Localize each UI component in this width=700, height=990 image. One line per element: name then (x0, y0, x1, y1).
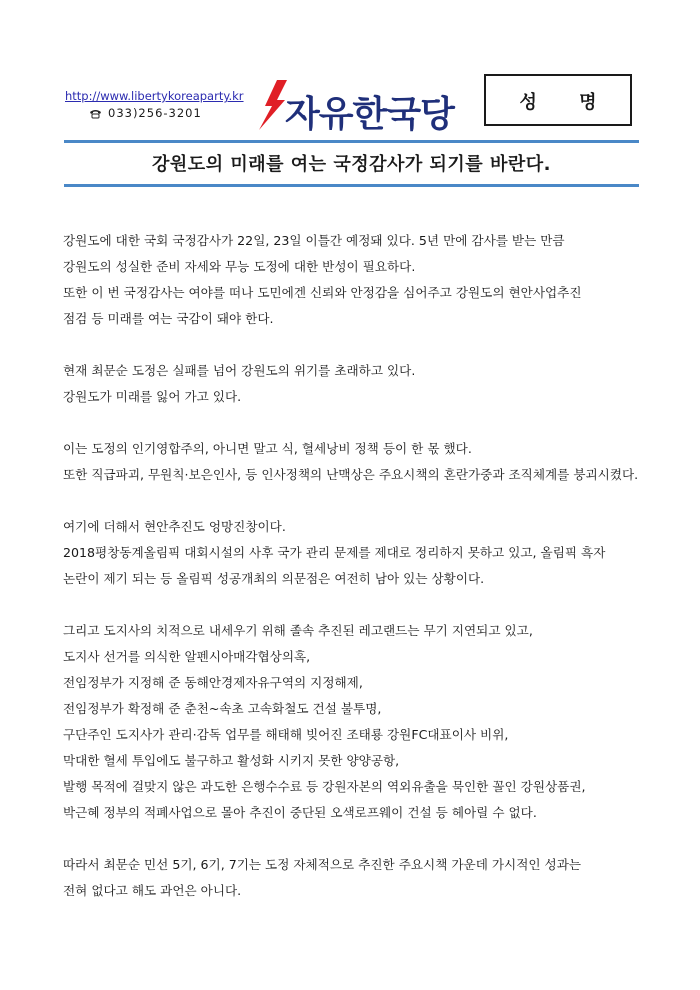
paragraph-gap (63, 410, 645, 436)
phone-number (65, 105, 244, 122)
text-line: 도지사 선거를 의식한 알펜시아매각협상의혹, (63, 649, 311, 664)
headline-top-rule (64, 140, 639, 143)
paragraph-gap (63, 592, 645, 618)
text-line: 논란이 제기 되는 등 올림픽 성공개최의 의문점은 여전히 남아 있는 상황이다. (63, 571, 485, 586)
paragraph (63, 228, 645, 332)
text-line: 발행 목적에 걸맞지 않은 과도한 은행수수료 등 강원자본의 역외유출을 묵인한 꼴인 강원상품권, (63, 779, 586, 794)
contact-info (65, 88, 244, 122)
paragraph-gap (63, 332, 645, 358)
paragraph (63, 436, 645, 488)
statement-body (63, 228, 645, 904)
text-line: 박근혜 정부의 적폐사업으로 몰아 추진이 중단된 오색로프웨이 건설 등 헤아릴 수 없다. (63, 805, 537, 820)
paragraph-gap (63, 488, 645, 514)
logo-text: 자유한국당 (285, 94, 454, 135)
text-line: 전임정부가 확정해 준 춘천~속초 고속화철도 건설 불투명, (63, 701, 382, 716)
text-line: 점검 등 미래를 여는 국감이 돼야 한다. (63, 311, 274, 326)
text-line: 전임정부가 지정해 준 동해안경제자유구역의 지정해제, (63, 675, 363, 690)
text-line: 그리고 도지사의 치적으로 내세우기 위해 졸속 추진된 레고랜드는 무기 지연되고 있고, (63, 623, 533, 638)
paragraph (63, 618, 645, 826)
text-line: 이는 도정의 인기영합주의, 아니면 말고 식, 혈세낭비 정책 등이 한 몫 했다. (63, 441, 472, 456)
paragraph (63, 514, 645, 592)
telephone-icon (89, 109, 102, 119)
text-line: 강원도가 미래를 잃어 가고 있다. (63, 389, 242, 404)
text-line: 현재 최문순 도정은 실패를 넘어 강원도의 위기를 초래하고 있다. (63, 363, 416, 378)
text-line: 구단주인 도지사가 관리·감독 업무를 해태해 빚어진 조태룡 강원FC대표이사 비위, (63, 727, 509, 742)
party-logo (255, 76, 455, 135)
paragraph (63, 358, 645, 410)
text-line: 여기에 더해서 현안추진도 엉망진창이다. (63, 519, 286, 534)
text-line: 강원도의 성실한 준비 자세와 무능 도정에 대한 반성이 필요하다. (63, 259, 416, 274)
statement-label-box (484, 74, 632, 126)
statement-label: 성 명 (519, 92, 615, 113)
text-line: 또한 이 번 국정감사는 여야를 떠나 도민에겐 신뢰와 안정감을 심어주고 강원도의 현안사업추진 (63, 285, 582, 300)
website-link[interactable]: http://www.libertykoreaparty.kr (65, 89, 244, 103)
text-line: 또한 직급파괴, 무원칙·보은인사, 등 인사정책의 난맥상은 주요시책의 혼란가중과 조직체계를 붕괴시켰다. (63, 467, 639, 482)
paragraph-gap (63, 826, 645, 852)
phone-text: 033)256-3201 (108, 106, 202, 120)
text-line: 2018평창동계올림픽 대회시설의 사후 국가 관리 문제를 제대로 정리하지 못하고 있고, 올림픽 흑자 (63, 545, 606, 560)
headline-bottom-rule (64, 184, 639, 187)
paragraph (63, 852, 645, 904)
headline: 강원도의 미래를 여는 국정감사가 되기를 바란다. (152, 154, 551, 175)
text-line: 전혀 없다고 해도 과언은 아니다. (63, 883, 242, 898)
text-line: 막대한 혈세 투입에도 불구하고 활성화 시키지 못한 양양공항, (63, 753, 400, 768)
text-line: 따라서 최문순 민선 5기, 6기, 7기는 도정 자체적으로 추진한 주요시책 가운데 가시적인 성과는 (63, 857, 582, 872)
text-line: 강원도에 대한 국회 국정감사가 22일, 23일 이틀간 예정돼 있다. 5년 만에 감사를 받는 만큼 (63, 233, 565, 248)
